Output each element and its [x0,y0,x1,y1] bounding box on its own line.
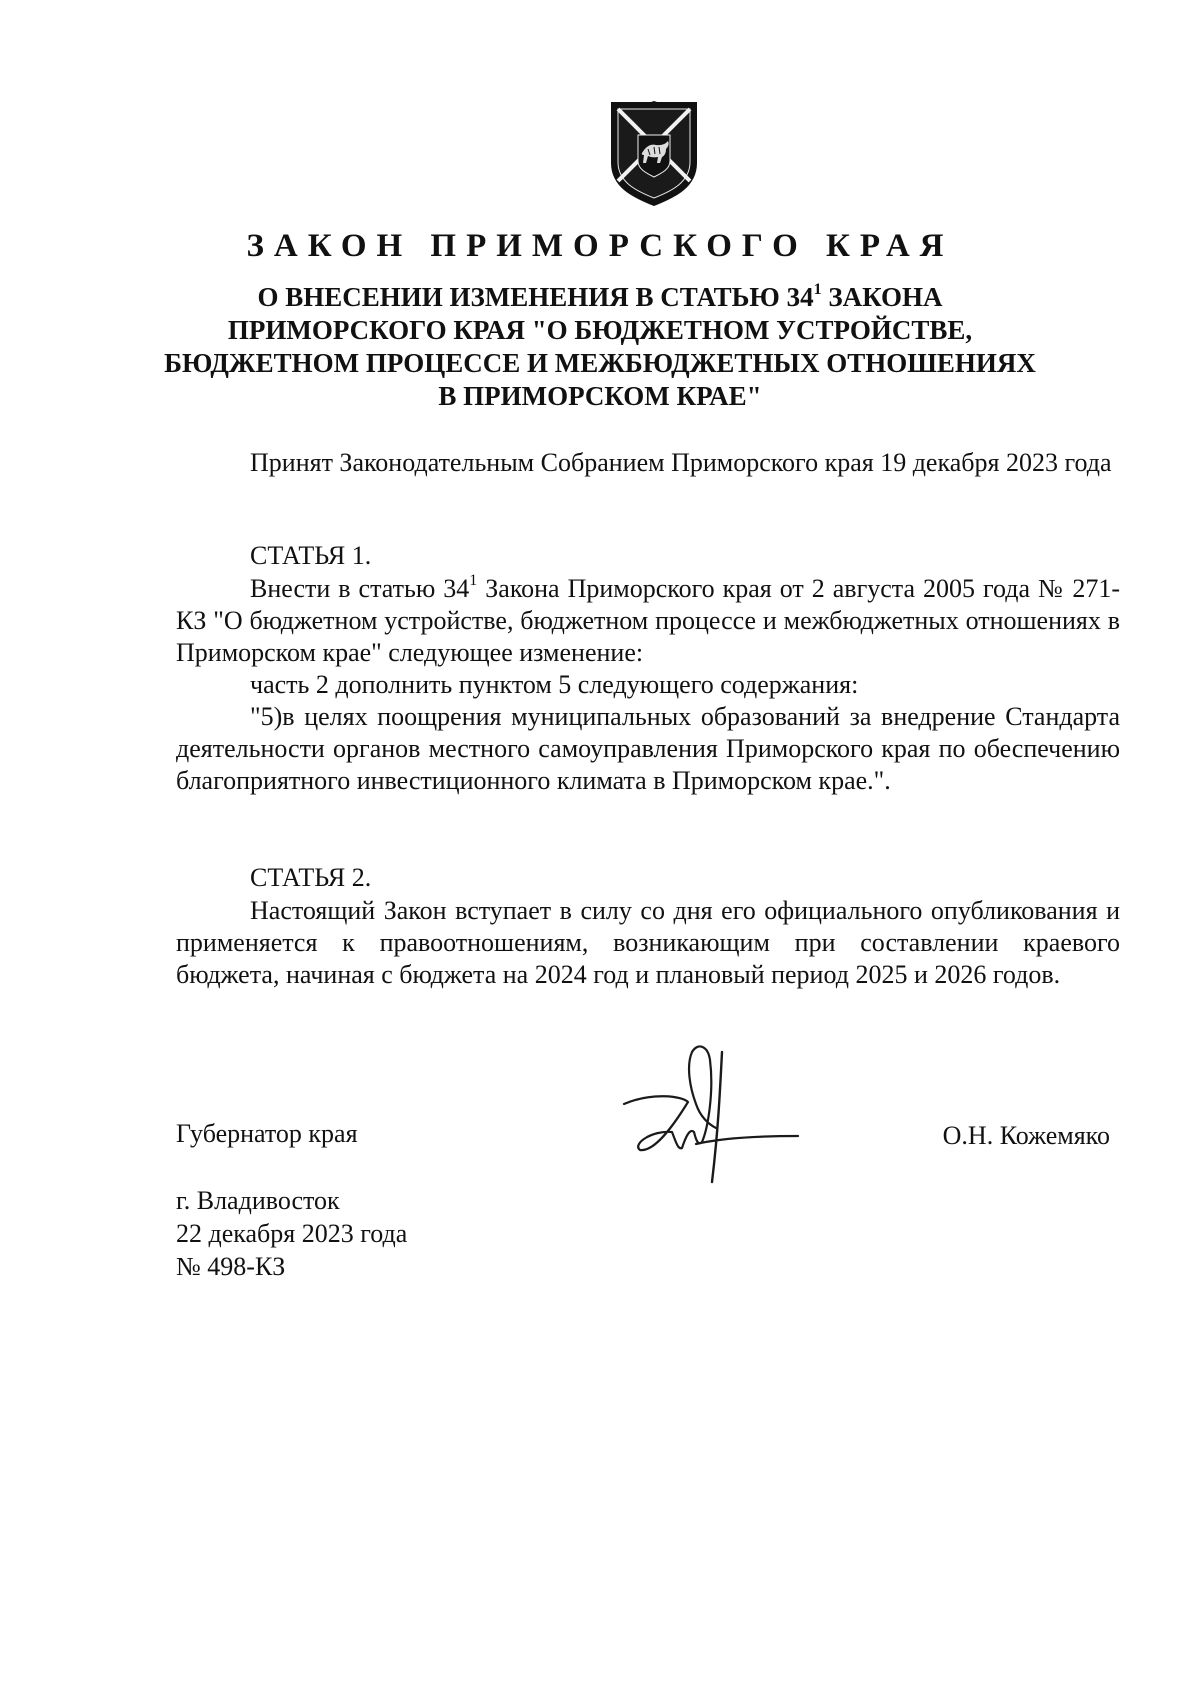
article-1-body [176,573,1120,797]
article-1-heading: СТАТЬЯ 1. [250,541,372,570]
law-subject-line-1: О ВНЕСЕНИИ ИЗМЕНЕНИЯ В СТАТЬЮ $34^1$ ЗАКОНА [257,281,943,312]
law-title: ЗАКОН ПРИМОРСКОГО КРАЯ [246,228,954,264]
article-1-paragraph-2: часть 2 дополнить пунктом 5 следующего содержания: [250,670,859,699]
article-2-body [176,895,1120,991]
article-1-paragraph-3: "5)в целях поощрения муниципальных образований за внедрение Стандарта деятельности органов местного самоуправления Приморского края по обеспечению благоприятного инвестиционного климата в Приморском крае.". [176,702,1120,795]
signatory-title: Губернатор края [176,1119,358,1148]
coat-of-arms-emblem [608,101,700,207]
article-2-paragraph-1: Настоящий Закон вступает в силу со дня его официального опубликования и применяется к правоотношениям, возникающим при составлении краевого бюджета, начиная с бюджета на 2024 год и плановый период 2025 и 2026 годов. [176,896,1120,989]
footer-number: № 498-КЗ [176,1252,286,1281]
footer-date: 22 декабря 2023 года [176,1219,408,1248]
law-subject-line-4: В ПРИМОРСКОМ КРАЕ" [438,381,762,411]
adoption-statement: Принят Законодательным Собранием Приморского края 19 декабря 2023 года [250,448,1112,477]
law-subject-line-3: БЮДЖЕТНОМ ПРОЦЕССЕ И МЕЖБЮДЖЕТНЫХ ОТНОШЕНИЯХ [164,348,1036,378]
law-subject-line-2: ПРИМОРСКОГО КРАЯ "О БЮДЖЕТНОМ УСТРОЙСТВЕ, [227,315,973,345]
handwritten-signature [612,1032,802,1192]
article-1-paragraph-1: Внести в статью $34^1$ Закона Приморского края от 2 августа 2005 года № 271-КЗ "О бюджетном устройстве, бюджетном процессе и межбюджетных отношениях в Приморском крае" следующее изменение: [176,572,1120,667]
document-footer [176,1184,407,1283]
article-2-heading: СТАТЬЯ 2. [250,863,372,892]
law-subject [150,281,1050,413]
footer-city: г. Владивосток [176,1186,340,1215]
signatory-name: О.Н. Кожемяко [942,1121,1110,1150]
